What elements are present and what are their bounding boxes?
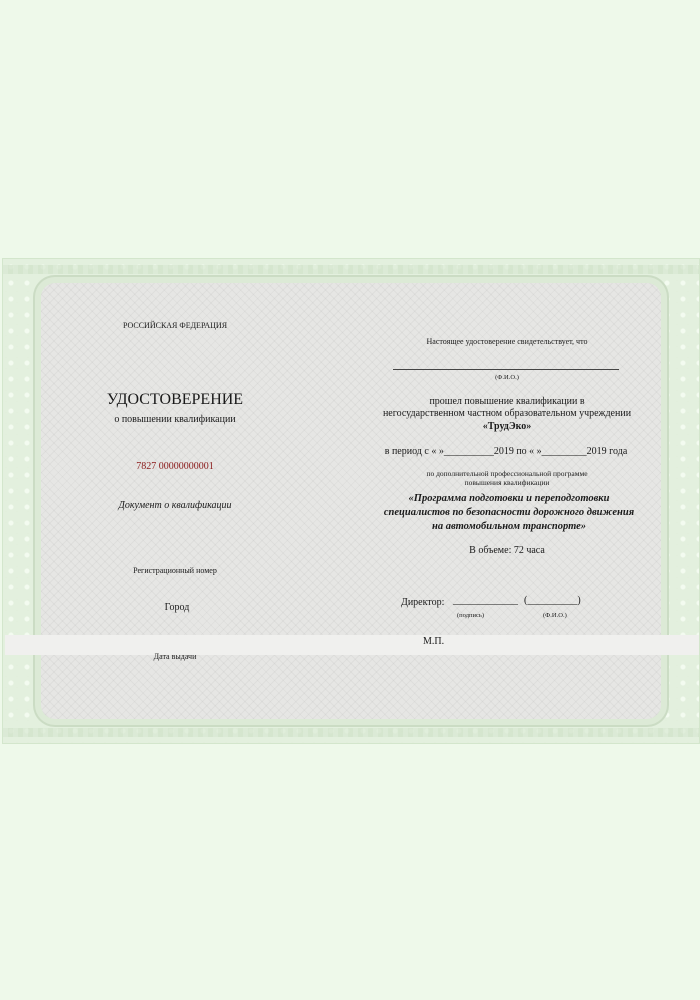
city-label: Город: [164, 602, 190, 613]
stamp-label: М.П.: [423, 636, 445, 647]
serial-number: 7827 00000000001: [136, 461, 214, 472]
director-fio-blank: (__________): [524, 595, 581, 606]
certifies-text: Настоящее удостоверение свидетельствует, что: [426, 337, 588, 346]
program-name-line-3: на автомобильном транспорте»: [431, 521, 587, 532]
volume-text: В объеме: 72 часа: [469, 545, 545, 556]
registration-number-label: Регистрационный номер: [133, 566, 217, 575]
fio-caption: (Ф.И.О.): [495, 374, 519, 381]
director-label: Директор:: [401, 597, 445, 608]
signature-caption: (подпись): [457, 612, 484, 619]
passed-text: прошел повышение квалификации в: [429, 396, 585, 407]
period-text: в период с « »__________2019 по « »_________2019 года: [384, 446, 628, 457]
document-title: УДОСТОВЕРЕНИЕ: [106, 391, 244, 408]
director-signature-blank: _____________: [453, 595, 518, 606]
program-name-line-2: специалистов по безопасности дорожного движения: [383, 507, 635, 518]
program-name-line-1: «Программа подготовки и переподготовки: [408, 493, 610, 504]
certificate-sheet: [2, 258, 700, 744]
top-ornament-band: [3, 265, 699, 274]
program-intro-1: по дополнительной профессиональной программе: [426, 469, 588, 478]
director-fio-caption: (Ф.И.О.): [543, 612, 567, 619]
institution-line: негосударственном частном образовательном учреждении: [382, 408, 632, 419]
country-label: РОССИЙСКАЯ ФЕДЕРАЦИЯ: [122, 321, 228, 330]
center-divider-strip: [5, 635, 699, 655]
bottom-ornament-band: [3, 728, 699, 737]
program-intro-2: повышения квалификации: [464, 478, 550, 487]
issue-date-label: Дата выдачи: [153, 652, 197, 661]
fio-underline: [393, 369, 619, 370]
document-subtitle: о повышении квалификации: [114, 414, 236, 425]
document-type: Документ о квалификации: [118, 500, 232, 511]
institution-name: «ТрудЭко»: [482, 421, 532, 432]
